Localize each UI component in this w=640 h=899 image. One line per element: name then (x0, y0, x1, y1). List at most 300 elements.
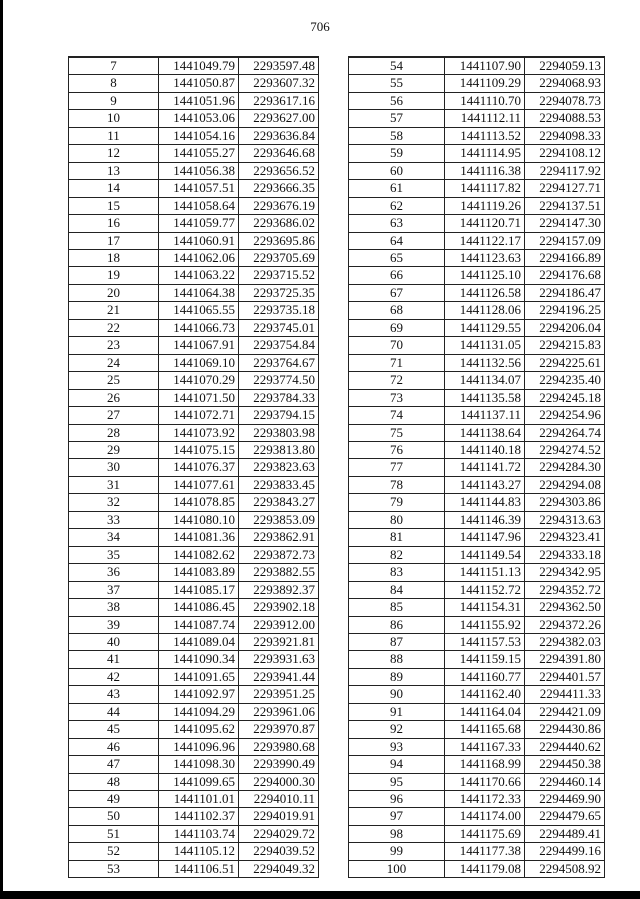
y-coordinate-cell: 2293656.52 (239, 162, 319, 179)
point-number-cell: 53 (69, 860, 159, 877)
y-coordinate-cell: 2294372.26 (525, 616, 605, 633)
point-number-cell: 42 (69, 668, 159, 685)
y-coordinate-cell: 2293970.87 (239, 721, 319, 738)
table-row (349, 127, 605, 144)
x-coordinate-cell: 1441152.72 (445, 581, 525, 598)
x-coordinate-cell: 1441099.65 (159, 773, 239, 790)
y-coordinate-cell: 2293617.16 (239, 92, 319, 109)
y-coordinate-cell: 2294284.30 (525, 459, 605, 476)
point-number-cell: 14 (69, 180, 159, 197)
x-coordinate-cell: 1441095.62 (159, 721, 239, 738)
y-coordinate-cell: 2294010.11 (239, 791, 319, 808)
table-row (69, 738, 319, 755)
table-row (349, 407, 605, 424)
y-coordinate-cell: 2294411.33 (525, 686, 605, 703)
point-number-cell: 67 (349, 284, 445, 301)
table-row (349, 476, 605, 493)
point-number-cell: 16 (69, 215, 159, 232)
y-coordinate-cell: 2294147.30 (525, 215, 605, 232)
y-coordinate-cell: 2293882.55 (239, 564, 319, 581)
table-row (349, 738, 605, 755)
point-number-cell: 95 (349, 773, 445, 790)
y-coordinate-cell: 2293813.80 (239, 441, 319, 458)
y-coordinate-cell: 2294186.47 (525, 284, 605, 301)
y-coordinate-cell: 2294117.92 (525, 162, 605, 179)
y-coordinate-cell: 2294264.74 (525, 424, 605, 441)
table-row (69, 773, 319, 790)
point-number-cell: 83 (349, 564, 445, 581)
x-coordinate-cell: 1441165.68 (445, 721, 525, 738)
point-number-cell: 11 (69, 127, 159, 144)
table-row (69, 843, 319, 860)
y-coordinate-cell: 2293862.91 (239, 529, 319, 546)
x-coordinate-cell: 1441117.82 (445, 180, 525, 197)
table-row (69, 57, 319, 75)
point-number-cell: 72 (349, 372, 445, 389)
x-coordinate-cell: 1441066.73 (159, 319, 239, 336)
x-coordinate-cell: 1441159.15 (445, 651, 525, 668)
y-coordinate-cell: 2294391.80 (525, 651, 605, 668)
point-number-cell: 55 (349, 75, 445, 92)
point-number-cell: 10 (69, 110, 159, 127)
table-row (69, 180, 319, 197)
point-number-cell: 9 (69, 92, 159, 109)
y-coordinate-cell: 2293833.45 (239, 476, 319, 493)
table-row (349, 110, 605, 127)
point-number-cell: 58 (349, 127, 445, 144)
point-number-cell: 57 (349, 110, 445, 127)
table-row (349, 57, 605, 75)
x-coordinate-cell: 1441102.37 (159, 808, 239, 825)
point-number-cell: 23 (69, 337, 159, 354)
x-coordinate-cell: 1441135.58 (445, 389, 525, 406)
x-coordinate-cell: 1441137.11 (445, 407, 525, 424)
x-coordinate-cell: 1441101.01 (159, 791, 239, 808)
table-row (349, 564, 605, 581)
point-number-cell: 39 (69, 616, 159, 633)
y-coordinate-cell: 2293607.32 (239, 75, 319, 92)
y-coordinate-cell: 2294176.68 (525, 267, 605, 284)
point-number-cell: 69 (349, 319, 445, 336)
table-row (349, 633, 605, 650)
y-coordinate-cell: 2294029.72 (239, 825, 319, 842)
table-row (69, 808, 319, 825)
point-number-cell: 46 (69, 738, 159, 755)
point-number-cell: 22 (69, 319, 159, 336)
y-coordinate-cell: 2293705.69 (239, 249, 319, 266)
y-coordinate-cell: 2294342.95 (525, 564, 605, 581)
point-number-cell: 84 (349, 581, 445, 598)
table-row (349, 337, 605, 354)
y-coordinate-cell: 2293754.84 (239, 337, 319, 354)
y-coordinate-cell: 2294039.52 (239, 843, 319, 860)
x-coordinate-cell: 1441122.17 (445, 232, 525, 249)
table-row (349, 511, 605, 528)
x-coordinate-cell: 1441077.61 (159, 476, 239, 493)
point-number-cell: 64 (349, 232, 445, 249)
table-row (349, 424, 605, 441)
point-number-cell: 45 (69, 721, 159, 738)
point-number-cell: 73 (349, 389, 445, 406)
x-coordinate-cell: 1441072.71 (159, 407, 239, 424)
point-number-cell: 52 (69, 843, 159, 860)
x-coordinate-cell: 1441053.06 (159, 110, 239, 127)
y-coordinate-cell: 2293902.18 (239, 599, 319, 616)
point-number-cell: 40 (69, 633, 159, 650)
y-coordinate-cell: 2294499.16 (525, 843, 605, 860)
table-row (69, 860, 319, 877)
point-number-cell: 79 (349, 494, 445, 511)
table-row (69, 703, 319, 720)
point-number-cell: 97 (349, 808, 445, 825)
table-row (69, 441, 319, 458)
x-coordinate-cell: 1441170.66 (445, 773, 525, 790)
point-number-cell: 85 (349, 599, 445, 616)
y-coordinate-cell: 2294225.61 (525, 354, 605, 371)
point-number-cell: 80 (349, 511, 445, 528)
y-coordinate-cell: 2294098.33 (525, 127, 605, 144)
table-row (349, 773, 605, 790)
x-coordinate-cell: 1441094.29 (159, 703, 239, 720)
point-number-cell: 36 (69, 564, 159, 581)
x-coordinate-cell: 1441138.64 (445, 424, 525, 441)
y-coordinate-cell: 2294323.41 (525, 529, 605, 546)
point-number-cell: 19 (69, 267, 159, 284)
point-number-cell: 77 (349, 459, 445, 476)
y-coordinate-cell: 2294157.09 (525, 232, 605, 249)
point-number-cell: 82 (349, 546, 445, 563)
table-row (69, 92, 319, 109)
table-row (69, 232, 319, 249)
table-row (349, 284, 605, 301)
table-row (69, 424, 319, 441)
point-number-cell: 28 (69, 424, 159, 441)
y-coordinate-cell: 2293853.09 (239, 511, 319, 528)
table-row (69, 110, 319, 127)
y-coordinate-cell: 2293636.84 (239, 127, 319, 144)
point-number-cell: 21 (69, 302, 159, 319)
y-coordinate-cell: 2294127.71 (525, 180, 605, 197)
point-number-cell: 65 (349, 249, 445, 266)
table-row (69, 668, 319, 685)
y-coordinate-cell: 2294430.86 (525, 721, 605, 738)
table-row (349, 860, 605, 877)
table-row (349, 215, 605, 232)
y-coordinate-cell: 2293666.35 (239, 180, 319, 197)
scan-left-border (0, 0, 3, 899)
x-coordinate-cell: 1441141.72 (445, 459, 525, 476)
x-coordinate-cell: 1441065.55 (159, 302, 239, 319)
x-coordinate-cell: 1441075.15 (159, 441, 239, 458)
x-coordinate-cell: 1441119.26 (445, 197, 525, 214)
x-coordinate-cell: 1441147.96 (445, 529, 525, 546)
x-coordinate-cell: 1441051.96 (159, 92, 239, 109)
y-coordinate-cell: 2293843.27 (239, 494, 319, 511)
table-row (69, 75, 319, 92)
point-number-cell: 50 (69, 808, 159, 825)
x-coordinate-cell: 1441113.52 (445, 127, 525, 144)
table-row (349, 546, 605, 563)
table-row (69, 354, 319, 371)
point-number-cell: 60 (349, 162, 445, 179)
table-row (349, 354, 605, 371)
table-row (349, 75, 605, 92)
point-number-cell: 89 (349, 668, 445, 685)
point-number-cell: 33 (69, 511, 159, 528)
x-coordinate-cell: 1441129.55 (445, 319, 525, 336)
page-number: 706 (310, 19, 330, 34)
y-coordinate-cell: 2293725.35 (239, 284, 319, 301)
x-coordinate-cell: 1441143.27 (445, 476, 525, 493)
y-coordinate-cell: 2293803.98 (239, 424, 319, 441)
x-coordinate-cell: 1441106.51 (159, 860, 239, 877)
point-number-cell: 32 (69, 494, 159, 511)
x-coordinate-cell: 1441064.38 (159, 284, 239, 301)
y-coordinate-cell: 2294137.51 (525, 197, 605, 214)
y-coordinate-cell: 2293715.52 (239, 267, 319, 284)
table-row (69, 319, 319, 336)
coordinates-table-right (348, 56, 605, 878)
table-row (349, 721, 605, 738)
x-coordinate-cell: 1441050.87 (159, 75, 239, 92)
x-coordinate-cell: 1441085.17 (159, 581, 239, 598)
y-coordinate-cell: 2294362.50 (525, 599, 605, 616)
x-coordinate-cell: 1441087.74 (159, 616, 239, 633)
point-number-cell: 96 (349, 791, 445, 808)
y-coordinate-cell: 2294333.18 (525, 546, 605, 563)
table-row (69, 249, 319, 266)
x-coordinate-cell: 1441120.71 (445, 215, 525, 232)
y-coordinate-cell: 2293695.86 (239, 232, 319, 249)
y-coordinate-cell: 2293872.73 (239, 546, 319, 563)
x-coordinate-cell: 1441070.29 (159, 372, 239, 389)
point-number-cell: 90 (349, 686, 445, 703)
x-coordinate-cell: 1441082.62 (159, 546, 239, 563)
y-coordinate-cell: 2294254.96 (525, 407, 605, 424)
y-coordinate-cell: 2294274.52 (525, 441, 605, 458)
x-coordinate-cell: 1441149.54 (445, 546, 525, 563)
x-coordinate-cell: 1441174.00 (445, 808, 525, 825)
table-row (349, 651, 605, 668)
point-number-cell: 54 (349, 57, 445, 75)
y-coordinate-cell: 2293980.68 (239, 738, 319, 755)
point-number-cell: 91 (349, 703, 445, 720)
y-coordinate-cell: 2294019.91 (239, 808, 319, 825)
y-coordinate-cell: 2293735.18 (239, 302, 319, 319)
point-number-cell: 12 (69, 145, 159, 162)
table-row (349, 494, 605, 511)
x-coordinate-cell: 1441056.38 (159, 162, 239, 179)
table-row (349, 756, 605, 773)
table-row (69, 284, 319, 301)
y-coordinate-cell: 2294235.40 (525, 372, 605, 389)
x-coordinate-cell: 1441132.56 (445, 354, 525, 371)
point-number-cell: 34 (69, 529, 159, 546)
x-coordinate-cell: 1441073.92 (159, 424, 239, 441)
y-coordinate-cell: 2293676.19 (239, 197, 319, 214)
point-number-cell: 59 (349, 145, 445, 162)
table-row (69, 791, 319, 808)
x-coordinate-cell: 1441155.92 (445, 616, 525, 633)
point-number-cell: 41 (69, 651, 159, 668)
x-coordinate-cell: 1441110.70 (445, 92, 525, 109)
table-row (69, 599, 319, 616)
y-coordinate-cell: 2294000.30 (239, 773, 319, 790)
x-coordinate-cell: 1441116.38 (445, 162, 525, 179)
x-coordinate-cell: 1441078.85 (159, 494, 239, 511)
coordinates-table-left (68, 56, 319, 878)
x-coordinate-cell: 1441134.07 (445, 372, 525, 389)
table-row (349, 825, 605, 842)
y-coordinate-cell: 2293784.33 (239, 389, 319, 406)
point-number-cell: 92 (349, 721, 445, 738)
point-number-cell: 13 (69, 162, 159, 179)
x-coordinate-cell: 1441103.74 (159, 825, 239, 842)
point-number-cell: 8 (69, 75, 159, 92)
y-coordinate-cell: 2293597.48 (239, 57, 319, 75)
point-number-cell: 63 (349, 215, 445, 232)
point-number-cell: 27 (69, 407, 159, 424)
point-number-cell: 88 (349, 651, 445, 668)
point-number-cell: 51 (69, 825, 159, 842)
x-coordinate-cell: 1441057.51 (159, 180, 239, 197)
table-row (69, 686, 319, 703)
table-row (349, 162, 605, 179)
y-coordinate-cell: 2293823.63 (239, 459, 319, 476)
point-number-cell: 30 (69, 459, 159, 476)
table-row (349, 319, 605, 336)
table-row (69, 633, 319, 650)
point-number-cell: 94 (349, 756, 445, 773)
x-coordinate-cell: 1441096.96 (159, 738, 239, 755)
table-row (349, 843, 605, 860)
y-coordinate-cell: 2293921.81 (239, 633, 319, 650)
y-coordinate-cell: 2294469.90 (525, 791, 605, 808)
table-row (69, 581, 319, 598)
x-coordinate-cell: 1441179.08 (445, 860, 525, 877)
x-coordinate-cell: 1441071.50 (159, 389, 239, 406)
x-coordinate-cell: 1441062.06 (159, 249, 239, 266)
x-coordinate-cell: 1441080.10 (159, 511, 239, 528)
table-row (349, 302, 605, 319)
point-number-cell: 62 (349, 197, 445, 214)
y-coordinate-cell: 2293627.00 (239, 110, 319, 127)
table-row (349, 791, 605, 808)
table-row (69, 372, 319, 389)
x-coordinate-cell: 1441105.12 (159, 843, 239, 860)
table-row (69, 407, 319, 424)
table-row (69, 145, 319, 162)
x-coordinate-cell: 1441162.40 (445, 686, 525, 703)
x-coordinate-cell: 1441063.22 (159, 267, 239, 284)
x-coordinate-cell: 1441160.77 (445, 668, 525, 685)
x-coordinate-cell: 1441172.33 (445, 791, 525, 808)
point-number-cell: 35 (69, 546, 159, 563)
table-row (349, 180, 605, 197)
y-coordinate-cell: 2294489.41 (525, 825, 605, 842)
point-number-cell: 99 (349, 843, 445, 860)
y-coordinate-cell: 2293941.44 (239, 668, 319, 685)
table-row (69, 215, 319, 232)
table-row (69, 337, 319, 354)
table-row (69, 494, 319, 511)
x-coordinate-cell: 1441126.58 (445, 284, 525, 301)
point-number-cell: 17 (69, 232, 159, 249)
table-row (69, 302, 319, 319)
table-row (69, 564, 319, 581)
point-number-cell: 44 (69, 703, 159, 720)
point-number-cell: 71 (349, 354, 445, 371)
x-coordinate-cell: 1441128.06 (445, 302, 525, 319)
y-coordinate-cell: 2294479.65 (525, 808, 605, 825)
table-row (349, 372, 605, 389)
x-coordinate-cell: 1441109.29 (445, 75, 525, 92)
point-number-cell: 18 (69, 249, 159, 266)
table-row (349, 232, 605, 249)
point-number-cell: 74 (349, 407, 445, 424)
y-coordinate-cell: 2294352.72 (525, 581, 605, 598)
point-number-cell: 37 (69, 581, 159, 598)
point-number-cell: 26 (69, 389, 159, 406)
x-coordinate-cell: 1441177.38 (445, 843, 525, 860)
table-row (69, 616, 319, 633)
x-coordinate-cell: 1441151.13 (445, 564, 525, 581)
point-number-cell: 75 (349, 424, 445, 441)
y-coordinate-cell: 2294421.09 (525, 703, 605, 720)
point-number-cell: 49 (69, 791, 159, 808)
x-coordinate-cell: 1441090.34 (159, 651, 239, 668)
y-coordinate-cell: 2294196.25 (525, 302, 605, 319)
point-number-cell: 98 (349, 825, 445, 842)
x-coordinate-cell: 1441131.05 (445, 337, 525, 354)
table-row (69, 825, 319, 842)
table-row (69, 529, 319, 546)
x-coordinate-cell: 1441107.90 (445, 57, 525, 75)
table-row (349, 599, 605, 616)
table-row (349, 197, 605, 214)
x-coordinate-cell: 1441076.37 (159, 459, 239, 476)
table-row (69, 127, 319, 144)
y-coordinate-cell: 2294245.18 (525, 389, 605, 406)
y-coordinate-cell: 2294401.57 (525, 668, 605, 685)
y-coordinate-cell: 2294078.73 (525, 92, 605, 109)
y-coordinate-cell: 2293892.37 (239, 581, 319, 598)
point-number-cell: 7 (69, 57, 159, 75)
y-coordinate-cell: 2294294.08 (525, 476, 605, 493)
y-coordinate-cell: 2293764.67 (239, 354, 319, 371)
point-number-cell: 70 (349, 337, 445, 354)
x-coordinate-cell: 1441049.79 (159, 57, 239, 75)
x-coordinate-cell: 1441175.69 (445, 825, 525, 842)
table-row (69, 756, 319, 773)
x-coordinate-cell: 1441054.16 (159, 127, 239, 144)
x-coordinate-cell: 1441098.30 (159, 756, 239, 773)
table-row (349, 529, 605, 546)
y-coordinate-cell: 2294088.53 (525, 110, 605, 127)
x-coordinate-cell: 1441146.39 (445, 511, 525, 528)
y-coordinate-cell: 2293686.02 (239, 215, 319, 232)
point-number-cell: 38 (69, 599, 159, 616)
table-row (69, 267, 319, 284)
table-row (349, 581, 605, 598)
y-coordinate-cell: 2294215.83 (525, 337, 605, 354)
y-coordinate-cell: 2293931.63 (239, 651, 319, 668)
y-coordinate-cell: 2293912.00 (239, 616, 319, 633)
y-coordinate-cell: 2294068.93 (525, 75, 605, 92)
table-row (69, 651, 319, 668)
y-coordinate-cell: 2294303.86 (525, 494, 605, 511)
y-coordinate-cell: 2294450.38 (525, 756, 605, 773)
